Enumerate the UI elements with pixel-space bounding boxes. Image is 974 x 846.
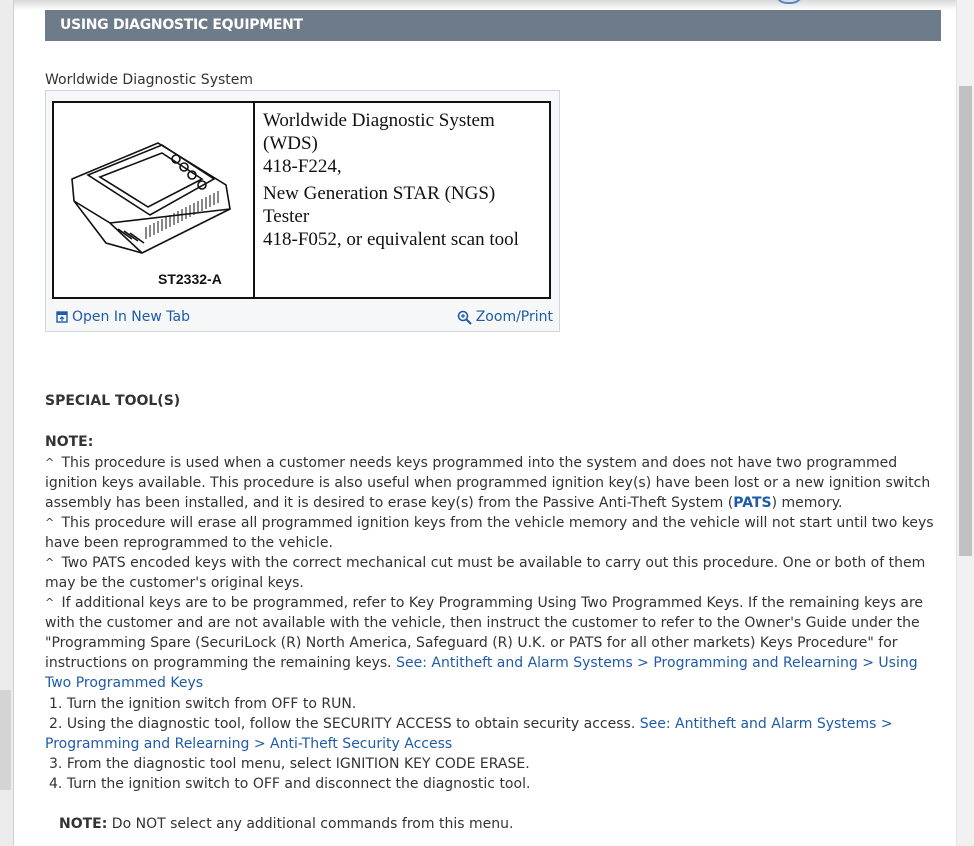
note-item	[45, 593, 935, 693]
scrollbar-thumb[interactable]	[959, 86, 972, 556]
open-in-new-tab-link[interactable]	[56, 309, 190, 325]
step-item	[45, 754, 935, 774]
note-item	[45, 453, 935, 513]
step-text: Using the diagnostic tool, follow the SECURITY ACCESS to obtain security access.	[66, 716, 636, 732]
figure-line: (WDS)	[263, 133, 318, 154]
top-shadow	[14, 0, 957, 10]
step-item	[45, 714, 935, 754]
final-note-label: NOTE:	[59, 816, 108, 832]
figure-line: Worldwide Diagnostic System	[263, 110, 495, 131]
see-anti-theft-security-access-link[interactable]: See: Antitheft and Alarm Systems > Programming and Relearning > Anti-Theft Security Access	[45, 716, 893, 752]
figure-legend	[263, 109, 553, 251]
special-tools-heading: SPECIAL TOOL(S)	[45, 393, 181, 409]
pats-link[interactable]: PATS	[733, 495, 772, 511]
figure-line: 418-F052, or equivalent scan tool	[263, 229, 519, 250]
note-text: Two PATS encoded keys with the correct mechanical cut must be available to carry out this procedure. One or both of them may be the customer's original keys.	[45, 555, 926, 591]
step-item	[45, 694, 935, 714]
open-in-new-tab-label: Open In New Tab	[72, 309, 190, 325]
figure-caption: Worldwide Diagnostic System	[45, 72, 254, 88]
vertical-scrollbar[interactable]	[956, 0, 974, 846]
note-list	[45, 453, 935, 693]
left-edge-strip	[0, 0, 13, 846]
step-text: Turn the ignition switch from OFF to RUN.	[66, 696, 357, 712]
caret-icon: ^	[45, 596, 55, 609]
caret-icon: ^	[45, 456, 55, 469]
scan-tool-illustration	[66, 127, 246, 267]
zoom-print-label: Zoom/Print	[475, 309, 553, 325]
step-text: Turn the ignition switch to OFF and disconnect the diagnostic tool.	[66, 776, 531, 792]
left-edge-tab[interactable]	[0, 690, 11, 790]
open-in-new-tab-icon	[56, 311, 68, 323]
figure-box	[45, 90, 560, 332]
figure-line: New Generation STAR (NGS)	[263, 183, 496, 204]
caret-icon: ^	[45, 556, 55, 569]
figure-code: ST2332-A	[158, 271, 222, 287]
note-text: This procedure will erase all programmed ignition keys from the vehicle memory and the vehicle will not start until two keys have been reprogrammed to the vehicle.	[45, 515, 934, 551]
figure-line: Tester	[263, 206, 310, 227]
document-panel	[13, 0, 957, 846]
final-note	[59, 814, 949, 834]
note-text: ) memory.	[771, 495, 843, 511]
note-heading: NOTE:	[45, 434, 94, 450]
step-number: 4.	[49, 776, 63, 792]
caret-icon: ^	[45, 516, 55, 529]
note-item	[45, 513, 935, 553]
final-note-text: Do NOT select any additional commands from this menu.	[111, 816, 514, 832]
figure-image	[52, 101, 551, 299]
zoom-print-link[interactable]	[457, 309, 553, 325]
figure-divider	[253, 103, 255, 297]
step-number: 2.	[49, 716, 63, 732]
note-item	[45, 553, 935, 593]
step-item	[45, 774, 935, 794]
step-list	[45, 694, 935, 794]
step-number: 1.	[49, 696, 63, 712]
figure-line: 418-F224,	[263, 156, 342, 177]
section-header: USING DIAGNOSTIC EQUIPMENT	[45, 10, 941, 41]
see-two-programmed-keys-link[interactable]: See: Antitheft and Alarm Systems > Programming and Relearning > Using Two Programmed Keys	[45, 655, 918, 691]
step-text: From the diagnostic tool menu, select IGNITION KEY CODE ERASE.	[66, 756, 530, 772]
step-number: 3.	[49, 756, 63, 772]
magnifier-icon	[457, 310, 472, 325]
note-text: If additional keys are to be programmed, refer to Key Programming Using Two Programmed Keys. If the remaining keys are with the customer and are not available with the vehicle, then instruct the customer to refer to the Owner's Guide under the "Programming Spare (SecuriLock (R) North America, Safeguard (R) U.K. or PATS for all other markets) Keys Procedure" for instructions on programming the remaining keys.	[45, 595, 924, 671]
note-text: This procedure is used when a customer needs keys programmed into the system and does not have two programmed ignition keys available. This procedure is also useful when programmed ignition key(s) have been lost or a new ignition switch assembly has been installed, and it is desired to erase key(s) from the Passive Anti-Theft System (	[45, 455, 931, 511]
